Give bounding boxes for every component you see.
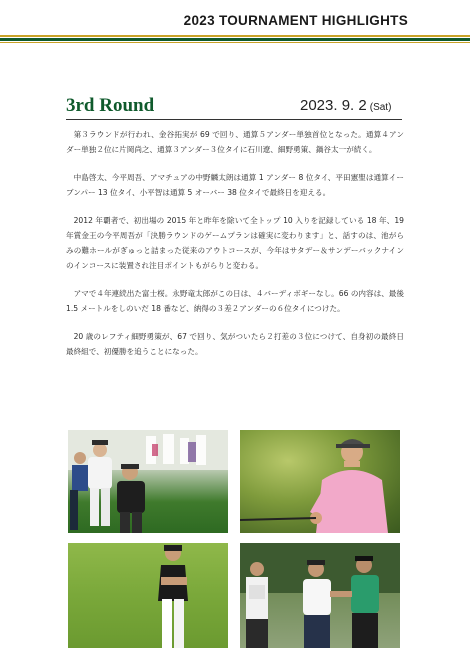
photo-golfer-pink-shirt [240, 430, 400, 533]
article-body [66, 127, 404, 372]
header-stripe-gold-bottom [0, 42, 470, 43]
photo-final-group-greeting [240, 543, 400, 648]
paragraph: 2012 年覇者で、初出場の 2015 年と昨年を除いて全トップ 10 入りを記録している 18 年、19 年賞金王の今平周吾が「決勝ラウンドのゲームプランは確実に変わります」と、話すのは、池がらみの難ホールがぎゅっと詰まった従来のアウトコースが、今年はサタデー＆サンデーバックナインのインコースに装置され注目ポイントもがらりと変わる。 [66, 216, 404, 270]
round-date-value: 2023. 9. 2 [300, 97, 367, 114]
header-title: 2023 TOURNAMENT HIGHLIGHTS [183, 13, 408, 28]
paragraph: 中島啓太、今平周吾、アマチュアの中野麟太朗は通算 1 アンダー 8 位タイ、平田憲聖は通算イーブンパー 13 位タイ、小平智は通算 5 オーバー 38 位タイで最終日を迎える。 [66, 173, 404, 197]
title-rule [66, 119, 402, 120]
header-stripe-gold-top [0, 35, 470, 37]
photo-players-walking [68, 430, 228, 533]
photo-golfer-arms-crossed [68, 543, 228, 648]
paragraph: アマで４年連続出た富士桜。永野竜太郎がこの日は、４バーディボギーなし。66 の内容は、最後 1.5 メートルをしのいだ 18 番など、納得の３差２アンダーの６位タイにつけた。 [66, 289, 404, 313]
round-date-weekday: (Sat) [369, 102, 392, 113]
header-stripe-green [0, 38, 470, 41]
round-title: 3rd Round [66, 95, 155, 116]
round-date [300, 97, 391, 114]
paragraph: 20 歳のレフティ細野勇策が、67 で回り、気がついたら２打差の３位につけて、自身初の最終日最終組で、初優勝を追うことになった。 [66, 332, 404, 356]
paragraph: 第３ラウンドが行われ、金谷拓実が 69 で回り、通算５アンダー単独首位となった。通算４アンダー単独２位に片岡尚之、通算３アンダー３位タイに石川遼、細野勇策、鍋谷太一が続く。 [66, 130, 404, 154]
